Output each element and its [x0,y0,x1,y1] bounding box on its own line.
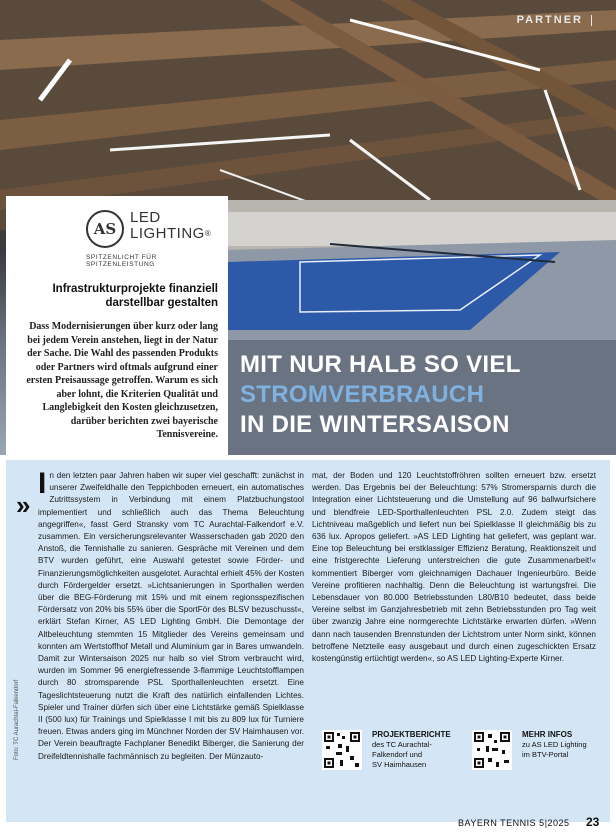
intro-box [6,196,228,458]
dropcap: I [38,467,47,500]
page-number: 23 [586,815,600,829]
article-column-2 [312,470,596,665]
article-column-1-text: n den letzten paar Jahren haben wir super viel geschafft: zunächst in unserer Zweifeldhalle den Teppichboden erneuert, ein automatisches Zutrittssystem in Verbindung mit einem Platzbuchungstool implementiert und schließlich auch das Thema Beleuchtung angegriffen«, fasst Gerd Stransky vom TC Aurachtal-Falkendorf e.V. zusammen. Ein versicherungsrelevanter Wasserschaden gab 2020 den Anstoß, die Tennishalle zu sanieren. Gespräche mit Vereinen und dem BTV wurden geführt, eine Auswahl getestet sowie Förder- und Finanzierungsmöglichkeiten ausgelotet. Aurachtal erhielt 45% der Kosten durch Fördergelder ersetzt. »Lichtsanierungen in Sporthallen werden über die BEG-Förderung mit 15% und mit einem regionsspezifischen Fördersatz von 20% bis 55% über die SportFör des BLSV bezuschusst«, erklärt Stefan Kirner, AS LED Lighting GmbH. Die Demontage der Altbeleuchtung stemmten 15 Mitglieder des Vereins gemeinsam und konnten am Wertstoffhof Metall und Aluminium gar in Bares umwandeln. Damit zur Wintersaison 2025 nur halb so viel Strom verbraucht wird, wurden im Sommer 96 energiefressende 3-flammige Leuchtstofflampen durch 80 stromsparende PSL Sporthallenleuchten ersetzt. Eine Tageslichtsteuerung nutzt die Kraft des natürlich einfallenden Lichtes. Spieler und Trainer dürfen sich über eine Lichtstärke gemäß Spielklasse II (500 lux) für Trainings und Spielklasse I mit bis zu 809 lux für Turniere freuen. Etwas anders ging im Münchner Norden der SV Haimhausen vor. Der Verein beauftragte Fachplaner Benedikt Biberger, die Sanierung der Dreifeldtennishalle fachmännisch zu begleiten. Der Münzauto- [38,471,304,761]
qr1-line3: SV Haimhausen [372,760,427,769]
headline-line1: MIT NUR HALB SO VIEL [240,351,521,378]
qr2-title: MEHR INFOS [522,730,573,739]
qr-block-more-info[interactable] [472,730,587,770]
qr1-title: PROJEKTBERICHTE [372,730,451,739]
quote-mark-icon: » [16,490,31,520]
intro-heading: Infrastrukturprojekte finanziell darstellbar gestalten [52,283,218,309]
qr1-line1: des TC Aurachtal- [372,740,432,749]
as-led-logo [86,210,218,248]
intro-text: Dass Modernisierungen über kurz oder lang bei jedem Verein anstehen, liegt in der Natur der Sache. Die Wahl des passenden Produkts oder Partners wird oftmals aufgrund einer ersten Preisaussage getroffen. Warum es sich aber lohnt, die Kriterien Qualität und Langlebigkeit den Kosten gleichzusetzen, darüber berichten zwei bayerische Tennisvereine. [26,321,218,440]
qr1-line2: Falkendorf und [372,750,423,759]
logo-tagline: SPITZENLICHT FÜR SPITZENLEISTUNG [86,254,157,268]
headline-line3: IN DIE WINTERSAISON [240,411,510,438]
magazine-issue: BAYERN TENNIS 5|2025 [458,818,570,828]
article-column-2-text: mat, der Boden und 120 Leuchtstoffröhren sollten erneuert bzw. ersetzt werden. Das Ergebnis bei der Beleuchtung: 57% Stromersparnis durch die Integration einer Lichtsteuerung und die Umstellung auf 96 ballwurfsichere und blendfreie LED-Sporthallenleuchten PSL 2.0. Zudem steigt das Lichtniveau maßgeblich und liefert nun bei Spielklasse II gleichmäßig bis zu 636 lux. Apropos geliefert. »AS LED Lighting hat geliefert, was geplant war. Eine top Beleuchtung bei erstklassiger Effizienz Beratung, Reaktionszeit und eine fristgerechte Lieferung unterstreichen die gute Zusammenarbeit!« kommentiert Biberger vom gleichnamigen Dachauer Ingenieurbüro. Beide Vereine profitieren nachhaltig. Denn die Beleuchtung ist wartungsfrei. Die Lebensdauer von 80.000 Betriebsstunden L80/B10 bedeutet, dass beide Vereine selbst im Ganzjahresbetrieb mit zehn Betriebsstunden pro Tag weit über zwanzig Jahre eine normgerechte Lichtstärke erwarten dürfen. »Wenn dann nach tausenden Brennstunden der Lichtstrom unter Norm sinkt, können betroffene Netzteile easy ausgebaut und durch einen zugeschickten Ersatz kostengünstig ertüchtigt werden«, so AS LED Lighting-Experte Kirner. [312,471,596,664]
logo-brand-line1: LED [130,209,161,226]
logo-circle-icon: AS [86,210,124,248]
logo-registered: ® [204,229,212,238]
qr2-line2: im BTV-Portal [522,750,569,759]
section-label: PARTNER [517,14,592,26]
photo-credit: Foto: TC Aurachtal-Falkendorf [14,679,20,760]
qr-code-icon[interactable] [472,730,512,770]
logo-brand-line2: LIGHTING [130,225,205,242]
qr2-line1: zu AS LED Lighting [522,740,587,749]
qr-code-icon[interactable] [322,730,362,770]
headline-line2: STROMVERBRAUCH [240,381,485,408]
article-column-1 [38,467,304,763]
article-headline [240,350,521,440]
qr-block-project-reports[interactable] [322,730,451,770]
article-body [6,460,610,822]
